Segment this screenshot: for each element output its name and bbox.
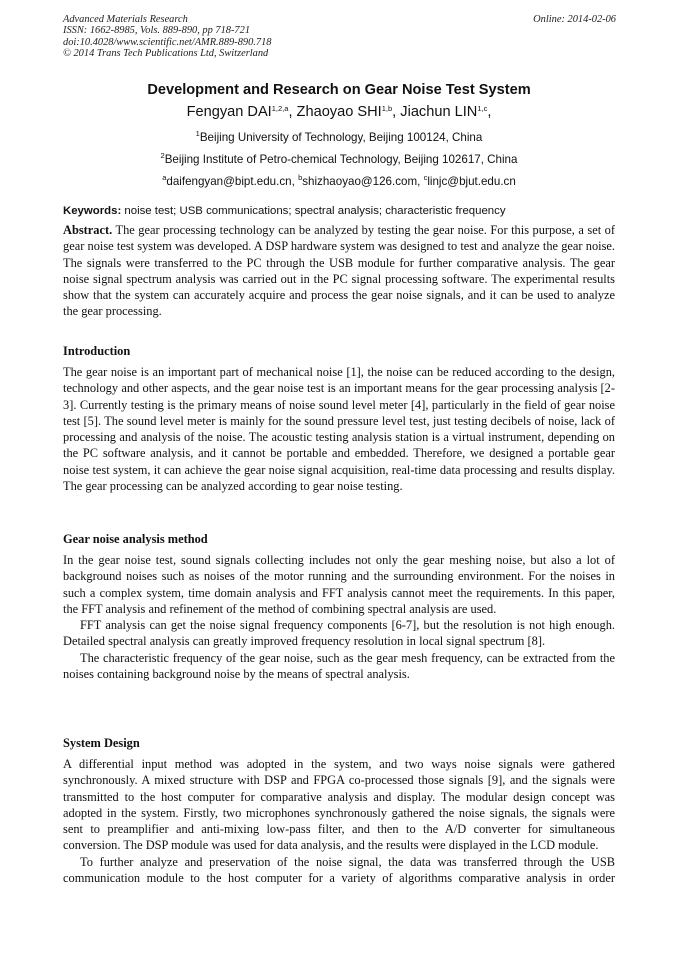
abstract-label: Abstract.: [63, 223, 113, 237]
paragraph: The gear noise is an important part of mechanical noise [1], the noise can be reduced according to the design, technology and other aspects, and the gear noise test is an important means for the gear processing analysis [2-3]. Currently testing is the primary means of noise sound level meter [4], particularly in the field of gear noise test [5]. The sound level meter is mainly for the sound pressure level test, just testing decibels of noise, lack of processing and analysis of the noise. The acoustic testing analysis station is a virtual instrument, depending on the PC software analysis, and it cannot be portable and embedded. Therefore, we designed a portable gear noise test system, it can achieve the gear noise signal acquisition, real-time data processing and results display. The gear processing can be analyzed according to gear noise testing.: [63, 365, 615, 494]
journal-header: [63, 14, 271, 60]
email-list: $^a$daifengyan@bipt.edu.cn, $^b$shizhaoyao@126.com, $^c$linjc@bjut.edu.cn: [162, 173, 516, 188]
affiliation: $^2$Beijing Institute of Petro-chemical Technology, Beijing 102617, China: [160, 151, 518, 166]
email-link[interactable]: shizhaoyao@126.com: [302, 175, 418, 188]
keywords-label: Keywords:: [63, 205, 122, 217]
email-link[interactable]: daifengyan@bipt.edu.cn: [166, 175, 292, 188]
paragraph: A differential input method was adopted in the system, and two ways noise signals were gathered synchronously. A mixed structure with DSP and FPGA co-processed those signals [9], and the signals were transmitted to the host computer for comparative analysis and display. The modular design concept was adopted in the system. Firstly, two microphones synchronously gathered the noise signals, the signals were sent to preamplifier and anti-mixing low-pass filter, and then to the A/D converter for simultaneous conversion. The DSP module was used for data analysis, and the results were displayed in the LCD module.: [63, 757, 615, 853]
keywords-text: noise test; USB communications; spectral analysis; characteristic frequency: [121, 205, 506, 217]
section-body: [63, 756, 615, 886]
paragraph: The characteristic frequency of the gear noise, such as the gear mesh frequency, can be extracted from the noises containing background noise by the means of spectral analysis.: [63, 650, 615, 682]
keywords: [63, 204, 506, 218]
section-heading: System Design: [63, 736, 140, 750]
paper-title: Development and Research on Gear Noise Test System: [147, 82, 531, 98]
journal-name: Advanced Materials Research: [63, 14, 188, 25]
section-body: [63, 364, 615, 494]
author: Jiachun LIN$^{1,c}$,: [400, 104, 492, 120]
paragraph: In the gear noise test, sound signals collecting includes not only the gear meshing noise, but also a lot of background noises such as noises of the motor running and the surrounding environment. For the noises in such a complex system, time domain analysis and FFT analysis cannot meet the requirements. In this paper, the FFT analysis and refinement of the method of combining spectral analysis are used.: [63, 553, 615, 616]
section-heading: Gear noise analysis method: [63, 532, 208, 546]
email-link[interactable]: linjc@bjut.edu.cn: [427, 175, 516, 188]
author: Fengyan DAI$^{1,2,a}$,: [186, 104, 297, 120]
doi-line: doi:10.4028/www.scientific.net/AMR.889-890.718: [63, 36, 272, 48]
section-body: [63, 552, 615, 682]
section-heading: Introduction: [63, 344, 131, 358]
copyright-line: © 2014 Trans Tech Publications Ltd, Switzerland: [63, 48, 269, 60]
author-list: [0, 103, 678, 121]
paragraph: To further analyze and preservation of the noise signal, the data was transferred through the USB communication module to the host computer for a variety of algorithms comparative analysis in order: [63, 854, 615, 886]
author: Zhaoyao SHI$^{1,b}$,: [296, 104, 401, 120]
paragraph: FFT analysis can get the noise signal frequency components [6-7], but the resolution is not high enough. Detailed spectral analysis can greatly improved frequency resolution in local signal spectrum [8].: [63, 618, 615, 649]
issn-line: ISSN: 1662-8985, Vols. 889-890, pp 718-721: [63, 25, 251, 37]
affiliation: $^1$Beijing University of Technology, Beijing 100124, China: [195, 129, 483, 144]
abstract: [63, 222, 615, 320]
abstract-text: The gear processing technology can be analyzed by testing the gear noise. For this purpose, a set of gear noise test system was developed. A DSP hardware system was designed to test and analyze the gear noise. The signals were transferred to the PC through the USB module for further comparative analysis. The gear noise signal spectrum analysis was carried out in the PC signal processing software. The experimental results show that the system can accurately acquire and process the gear noise signals, and it can be used to analyze the gear processing.: [63, 223, 615, 319]
online-date: Online: 2014-02-06: [533, 14, 616, 25]
